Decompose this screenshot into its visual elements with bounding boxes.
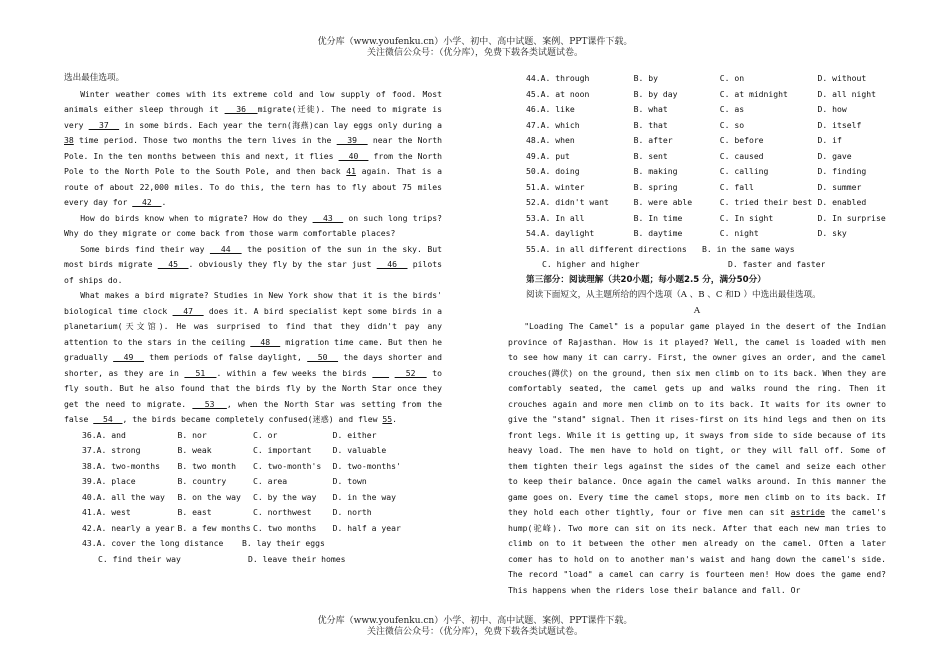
option-choice: 50.A. doing (526, 166, 580, 176)
option-choice: D. valuable (332, 445, 387, 455)
option-choice: C. so (719, 119, 745, 130)
cloze-paragraph-3 (64, 242, 442, 289)
option-choice: C. or (253, 429, 278, 440)
option-choice: D. enabled (817, 197, 867, 207)
footer-line-2: 关注微信公众号：（优分库），免费下载各类试题试卷。 (366, 627, 583, 637)
option-row (508, 133, 886, 149)
option-row (508, 149, 886, 165)
answer-blank: 41 (346, 166, 357, 176)
option-choice: 45.A. at noon (526, 88, 590, 99)
option-row (508, 118, 886, 134)
option-choice: C. calling (719, 166, 769, 176)
option-choice: C. night (719, 228, 759, 238)
option-row (64, 443, 442, 459)
option-row (508, 211, 886, 227)
cloze-intro: 选出最佳选项。 (64, 73, 125, 83)
answer-blank (372, 368, 389, 378)
option-choice: D. if (817, 135, 842, 145)
option-row (64, 505, 442, 521)
left-column (64, 71, 442, 567)
option-choice: D. two-months' (332, 460, 401, 471)
option-choice: D. without (817, 73, 867, 83)
passage-text: them periods of false daylight, (143, 352, 308, 362)
option-choice: 48.A. when (526, 135, 575, 145)
option-choice: 49.A. put (526, 150, 570, 161)
option-choice: B. by (633, 73, 658, 83)
header-line-1: 优分库（www.youfenku.cn）小学、初中、高中试题、案例、PPT课件下载。 (317, 37, 633, 47)
passage-text: . within a few weeks the birds (216, 367, 373, 378)
option-choice: D. half a year (332, 522, 401, 533)
answer-blank: 50 (307, 352, 339, 362)
option-choice: C. In sight (719, 212, 774, 223)
option-choice: B. were able (633, 197, 693, 207)
options-list-left (64, 428, 442, 537)
option-choice: D. in the way (332, 491, 396, 502)
page-header (0, 37, 950, 59)
option-row (508, 87, 886, 103)
option-choice: C. important (253, 445, 312, 455)
option-choice: D. sky (817, 228, 847, 238)
section-label: A (693, 305, 701, 316)
answer-blank: 36 (224, 104, 258, 114)
option-choice: 47.A. which (526, 119, 580, 130)
option-row-55 (508, 242, 886, 258)
passage-text: again. That is a route of about 22,000 miles. To do this, the tern has to fly about 75 miles every day for (64, 166, 442, 207)
option-choice: 40.A. all the way (82, 491, 165, 502)
option-choice: C. at midnight (719, 88, 788, 99)
option-55-a: 55.A. in all different directions (526, 243, 687, 254)
option-choice: B. daytime (633, 228, 683, 238)
right-column (508, 71, 886, 598)
option-choice: C. as (719, 104, 745, 114)
option-choice: D. gave (817, 150, 852, 161)
option-choice: 44.A. through (526, 73, 590, 83)
option-choice: B. nor (177, 429, 207, 440)
passage-text: the position of the sun in the sky. But most birds migrate (64, 243, 442, 269)
option-choice: C. two-month's (253, 460, 322, 471)
option-43-a: 43.A. cover the long distance (82, 538, 224, 548)
passage-text: pilots of ships do. (64, 259, 442, 285)
option-choice: 41.A. west (82, 507, 131, 517)
option-55-c: C. higher and higher (542, 259, 640, 269)
option-row (508, 195, 886, 211)
option-row (508, 226, 886, 242)
answer-blank: 55 (382, 414, 393, 424)
answer-blank: 45 (157, 259, 189, 269)
passage-text: migrate(迁徙). The need to migrate is very (64, 104, 442, 130)
passage-text: the days shorter and shorter, as they are in (64, 352, 442, 378)
option-choice: 42.A. nearly a year (82, 522, 175, 533)
option-55-d: D. faster and faster (728, 259, 826, 269)
option-choice: D. In surprise (817, 212, 886, 223)
option-choice: D. either (332, 429, 377, 440)
answer-blank: 42 (132, 197, 162, 207)
option-choice: B. sent (633, 150, 668, 161)
option-row (508, 180, 886, 196)
passage-text: from the North Pole to the North Pole to the South Pole, and then back (64, 150, 442, 176)
passage-text-2: the camel's hump(驼峰). Two more can sit on its neck. After that each new man tries to climb on to it between the other men already on the camel. Often a later comer has to hold on to another man's waist and hang down the camel's side. The record "load" a camel can carry is fourteen men! How does the game end? This happens when the riders lose their balance and fall. Or (508, 507, 886, 595)
option-choice: B. what (633, 104, 668, 114)
passage-text: migration time came. But then he gradually (64, 336, 442, 362)
passage-text: . (392, 414, 397, 424)
answer-blank: 37 (88, 119, 120, 130)
option-choice: D. how (817, 104, 847, 114)
option-choice: B. making (633, 166, 678, 176)
part3-title: 第三部分：阅读理解（共20小题；每小题2.5 分，满分50分） (526, 274, 766, 285)
answer-blank: 40 (338, 150, 369, 161)
option-choice: 38.A. two-months (82, 460, 160, 471)
page-footer (0, 616, 950, 638)
option-choice: C. fall (719, 181, 754, 192)
option-choice: C. on (719, 73, 745, 83)
option-row (508, 102, 886, 118)
answer-blank: 39 (336, 135, 368, 145)
passage-text: Some birds find their way (80, 243, 210, 254)
answer-blank: 49 (113, 352, 144, 362)
option-choice: B. by day (633, 88, 678, 99)
option-43-c: C. find their way (98, 553, 181, 564)
passage-text: to fly south. But he also found that the birds fly by the North Star once they get the need to migrate. (64, 367, 442, 409)
passage-text: . obviously they fly by the star just (188, 259, 377, 269)
option-choice: 52.A. didn't want (526, 197, 609, 207)
option-choice: B. a few months (177, 522, 251, 533)
option-choice: B. that (633, 119, 668, 130)
option-43-b: B. lay their eggs (242, 538, 325, 548)
passage-text: How do birds know when to migrate? How do they (80, 212, 313, 223)
option-choice: C. area (253, 476, 288, 486)
option-row (64, 474, 442, 490)
answer-blank: 51 (184, 367, 217, 378)
option-43-d: D. leave their homes (248, 553, 346, 564)
option-choice: D. itself (817, 119, 862, 130)
answer-blank: 52 (394, 367, 427, 378)
cloze-paragraph-2 (64, 211, 442, 242)
option-choice: 37.A. strong (82, 445, 141, 455)
option-choice: B. In time (633, 212, 683, 223)
passage-text: Winter weather comes with its extreme cold and low supply of food. Most animals either sleep through it (64, 88, 442, 114)
option-choice: B. country (177, 476, 227, 486)
answer-blank: 47 (172, 305, 204, 316)
option-choice: C. tried their best (719, 197, 813, 207)
passage-text: . (161, 197, 167, 207)
passage-text: on such long trips? Why do they migrate or come back from those warm comfortable places? (64, 212, 442, 238)
option-choice: D. summer (817, 181, 862, 192)
answer-blank: 53 (192, 398, 227, 409)
option-choice: B. spring (633, 181, 678, 192)
option-choice: 54.A. daylight (526, 228, 595, 238)
option-row-55b (508, 257, 886, 273)
answer-blank: 48 (250, 336, 281, 347)
option-choice: 53.A. In all (526, 212, 585, 223)
option-choice: D. north (332, 507, 372, 517)
passage-text: near the North Pole. In the ten months between this and next, it flies (64, 135, 442, 161)
passage-text-1: "Loading The Camel" is a popular game played in the desert of the Indian province of Rajasthan. How is it played? Well, the camel is loaded with men to see how many it can carry. First, the owner gives an order, and the camel crouches(蹲伏) on the ground, then six men climb on to its back. When they are comfortably seated, the camel gets up and walks round the ring. Then it crouches again and more men climb on to its back. It waits for its owner to give the "stand" signal. Then it rises-first on its hind legs and then on its front legs. While it is getting up, it sways from side to side because of its heavy load. The men have to hold on tight, or they will fall off. Some of them tighten their legs against the sides of the camel and seize each other to keep their balance. Once again the camel walks around. In this manner the game goes on. Every time the camel stops, more men climb on to its back. If they hold each other tightly, four or five men can sit (508, 321, 886, 517)
option-choice: D. town (332, 476, 367, 486)
passage-text: does it. A bird specialist kept some birds in a planetarium(天文馆). He was surprised to find that they didn't pay any attention to the stars in the ceiling (64, 305, 443, 347)
option-choice: B. east (177, 507, 212, 517)
option-choice: B. after (633, 135, 673, 145)
option-choice: B. on the way (177, 491, 241, 502)
option-choice: 46.A. like (526, 104, 575, 114)
option-row (64, 459, 442, 475)
answer-blank: 46 (376, 259, 408, 269)
passage-text: , when the North Star was setting from the false (64, 398, 442, 424)
option-choice: C. northwest (253, 507, 312, 517)
option-choice: B. weak (177, 445, 212, 455)
answer-blank: 44 (209, 243, 242, 254)
option-choice: 36.A. and (82, 429, 126, 440)
option-choice: C. two months (253, 522, 317, 533)
passage-underlined-word: astride (790, 507, 825, 517)
option-choice: C. before (719, 135, 764, 145)
passage-text: What makes a bird migrate? Studies in New York show that it is the birds' biological time clock (64, 290, 442, 316)
option-row (64, 490, 442, 506)
part3-instruction: 阅读下面短文，从主题所给的四个选项（A 、B 、C 和D ）中选出最佳选项。 (526, 290, 821, 300)
option-55-b: B. in the same ways (702, 243, 795, 254)
option-row (64, 428, 442, 444)
passage-text: , the birds became completely confused(迷惑) and flew (122, 414, 383, 424)
option-row-43 (64, 536, 442, 552)
footer-line-1: 优分库（www.youfenku.cn）小学、初中、高中试题、案例、PPT课件下载。 (317, 616, 633, 626)
passage-text: time period. Those two months the tern lives in the (73, 135, 337, 145)
option-choice: D. all night (817, 88, 877, 99)
option-choice: 51.A. winter (526, 181, 585, 192)
header-line-2: 关注微信公众号：（优分库），免费下载各类试题试卷。 (366, 48, 583, 58)
answer-blank: 43 (312, 212, 344, 223)
cloze-paragraph-4 (64, 288, 442, 428)
passage-text: in some birds. Each year the tern(海燕)can lay eggs only during a (119, 119, 442, 130)
option-row-43b (64, 552, 442, 568)
option-choice: B. two month (177, 460, 236, 471)
cloze-paragraph-1 (64, 87, 442, 211)
option-row (508, 71, 886, 87)
option-choice: 39.A. place (82, 476, 136, 486)
option-choice: C. caused (719, 150, 764, 161)
option-row (64, 521, 442, 537)
answer-blank: 38 (64, 135, 74, 145)
answer-blank: 54 (93, 414, 123, 424)
option-choice: C. by the way (253, 491, 317, 502)
option-choice: D. finding (817, 166, 867, 176)
options-list-right (508, 71, 886, 242)
option-row (508, 164, 886, 180)
reading-passage-a (508, 319, 886, 598)
